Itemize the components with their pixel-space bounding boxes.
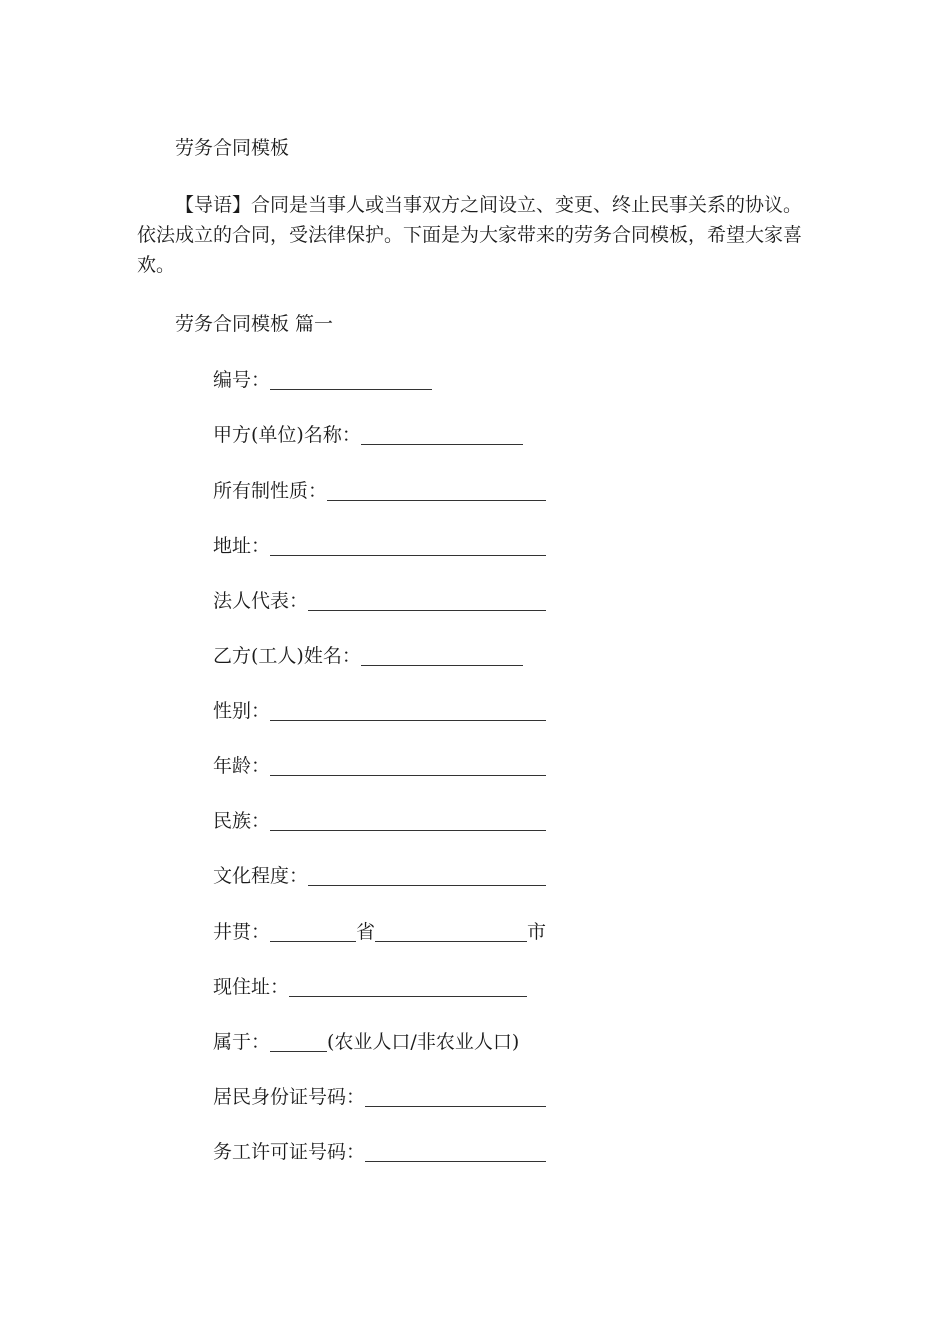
- field-work-permit: [213, 1138, 546, 1164]
- field-education: [213, 862, 546, 888]
- field-label: 性别：: [213, 700, 271, 722]
- field-label: 井贯：: [213, 921, 271, 943]
- province-label: 省: [356, 921, 376, 943]
- intro-label: 【导语】: [175, 194, 252, 216]
- fill-blank[interactable]: [327, 482, 546, 501]
- document-title: 劳务合同模板: [175, 137, 290, 159]
- fill-blank[interactable]: [361, 426, 523, 445]
- field-native-place: [213, 918, 546, 944]
- field-label: 务工许可证号码：: [213, 1141, 366, 1163]
- field-belongs-to: [213, 1028, 519, 1054]
- fill-blank[interactable]: [308, 867, 546, 886]
- field-number: [213, 366, 432, 392]
- field-ownership: [213, 477, 546, 503]
- fill-blank[interactable]: [270, 757, 546, 776]
- field-party-a-name: [213, 421, 523, 447]
- fill-blank[interactable]: [270, 702, 546, 721]
- field-ethnicity: [213, 807, 546, 833]
- field-label: 乙方(工人)姓名：: [213, 645, 361, 667]
- fill-blank[interactable]: [270, 1033, 327, 1052]
- field-label: 现住址：: [213, 976, 290, 998]
- field-gender: [213, 697, 546, 723]
- field-age: [213, 752, 546, 778]
- fill-blank[interactable]: [270, 371, 432, 390]
- field-label: 编号：: [213, 369, 271, 391]
- field-label: 法人代表：: [213, 590, 309, 612]
- field-label: 居民身份证号码：: [213, 1086, 366, 1108]
- field-label: 年龄：: [213, 755, 271, 777]
- intro-text: 合同是当事人或当事双方之间设立、变更、终止民事关系的协议。依法成立的合同，受法律保护。下面是为大家带来的劳务合同模板，希望大家喜欢。: [137, 194, 803, 276]
- field-label: 所有制性质：: [213, 480, 328, 502]
- province-blank[interactable]: [270, 923, 356, 942]
- field-label: 民族：: [213, 810, 271, 832]
- field-label: 文化程度：: [213, 865, 309, 887]
- field-party-b-name: [213, 642, 523, 668]
- fill-blank[interactable]: [361, 647, 523, 666]
- fill-blank[interactable]: [270, 812, 546, 831]
- fill-blank[interactable]: [308, 592, 546, 611]
- field-current-address: [213, 973, 527, 999]
- field-legal-rep: [213, 587, 546, 613]
- city-blank[interactable]: [375, 923, 527, 942]
- field-address: [213, 532, 546, 558]
- fill-blank[interactable]: [289, 978, 527, 997]
- fill-blank[interactable]: [270, 537, 546, 556]
- city-label: 市: [527, 921, 547, 943]
- field-label: 属于：: [213, 1031, 271, 1053]
- field-label: 甲方(单位)名称：: [213, 424, 361, 446]
- fill-blank[interactable]: [365, 1088, 546, 1107]
- belongs-options: (农业人口/非农业人口): [327, 1031, 520, 1053]
- field-label: 地址：: [213, 535, 271, 557]
- intro-paragraph: [137, 190, 817, 280]
- section-title: 劳务合同模板 篇一: [175, 313, 334, 335]
- field-id-number: [213, 1083, 546, 1109]
- fill-blank[interactable]: [365, 1143, 546, 1162]
